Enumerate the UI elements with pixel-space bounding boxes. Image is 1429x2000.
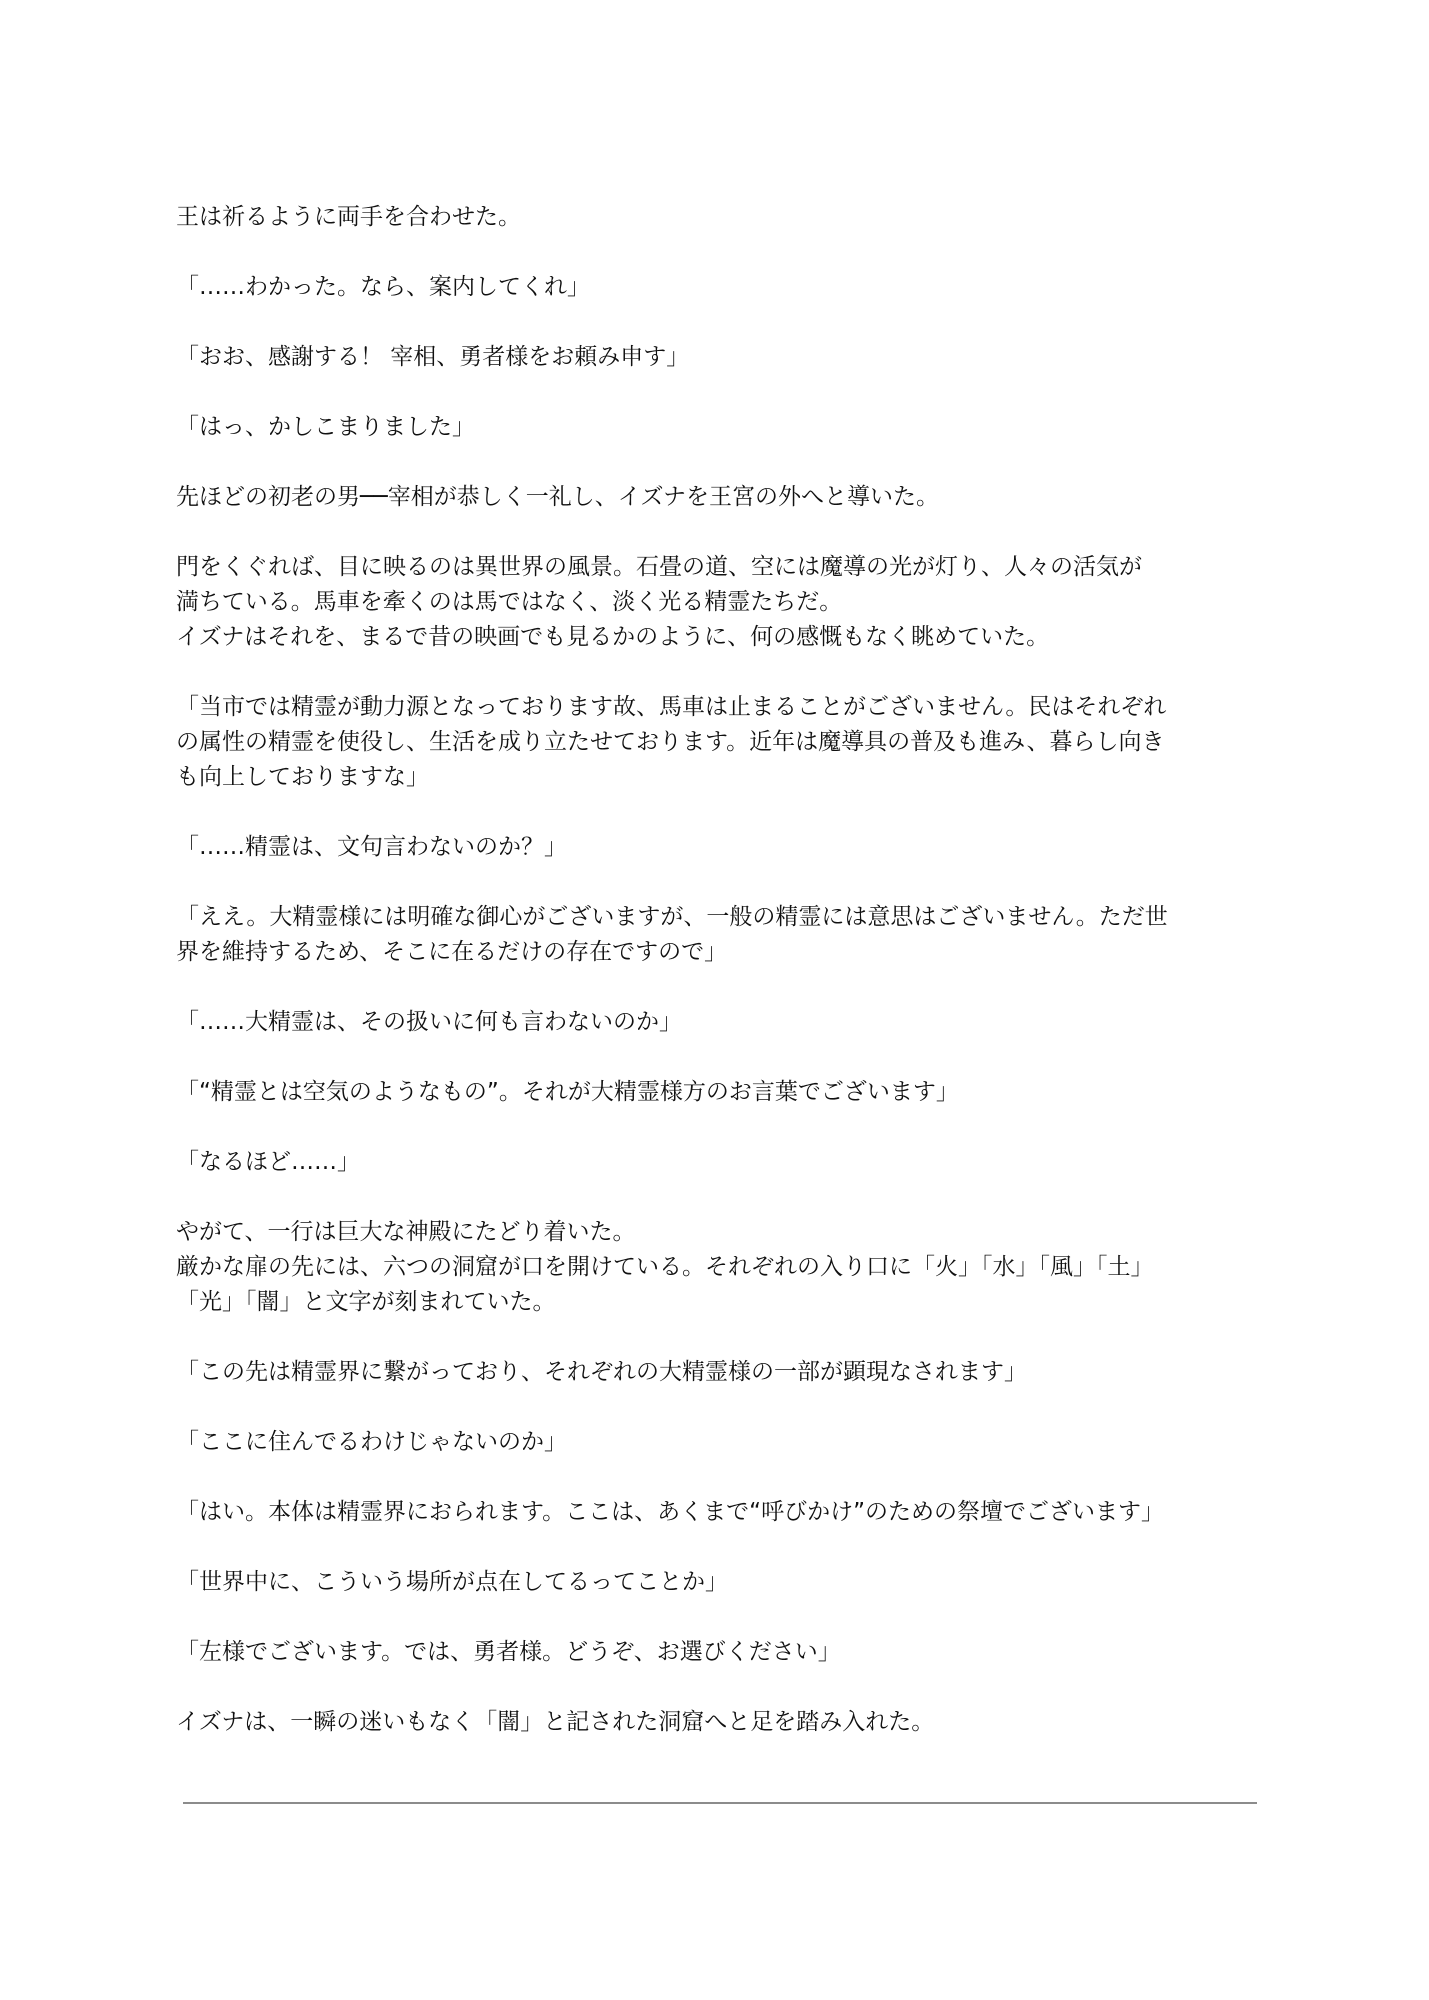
paragraph (176, 200, 1266, 235)
text-line: 「……大精霊は、その扱いに何も言わないのか」 (176, 1009, 682, 1035)
text-line: やがて、一行は巨大な神殿にたどり着いた。 (176, 1219, 636, 1245)
paragraph (176, 1355, 1266, 1390)
text-line: の属性の精霊を使役し、生活を成り立たせております。近年は魔導具の普及も進み、暮らし向き (176, 729, 1165, 755)
text-line: 「この先は精霊界に繋がっており、それぞれの大精霊様の一部が顕現なされます」 (176, 1359, 1027, 1385)
text-line: 「はっ、かしこまりました」 (176, 414, 475, 440)
text-line: も向上しておりますな」 (176, 764, 429, 790)
paragraph (176, 690, 1266, 795)
text-line: 「光」「闇」と文字が刻まれていた。 (176, 1289, 556, 1315)
paragraph (176, 270, 1266, 305)
text-line: 「はい。本体は精霊界におられます。ここは、あくまで“呼びかけ”のための祭壇でございます」 (176, 1499, 1164, 1525)
body-text (176, 200, 1266, 1775)
paragraph (176, 1705, 1266, 1740)
text-line: 界を維持するため、そこに在るだけの存在ですので」 (176, 939, 728, 965)
horizontal-divider (183, 1802, 1257, 1804)
text-line: 「世界中に、こういう場所が点在してるってことか」 (176, 1569, 728, 1595)
paragraph (176, 1635, 1266, 1670)
paragraph (176, 1565, 1266, 1600)
paragraph (176, 480, 1266, 515)
text-line: イズナはそれを、まるで昔の映画でも見るかのように、何の感慨もなく眺めていた。 (176, 624, 1050, 650)
text-line: 「なるほど……」 (176, 1149, 360, 1175)
paragraph (176, 550, 1266, 655)
paragraph (176, 1215, 1266, 1320)
text-line: イズナは、一瞬の迷いもなく「闇」と記された洞窟へと足を踏み入れた。 (176, 1709, 935, 1735)
text-line: 門をくぐれば、目に映るのは異世界の風景。石畳の道、空には魔導の光が灯り、人々の活気が (176, 554, 1142, 580)
text-line: 「左様でございます。では、勇者様。どうぞ、お選びください」 (176, 1639, 841, 1665)
paragraph (176, 1075, 1266, 1110)
paragraph (176, 900, 1266, 970)
text-line: 満ちている。馬車を牽くのは馬ではなく、淡く光る精霊たちだ。 (176, 589, 843, 615)
paragraph (176, 410, 1266, 445)
text-line: 「ええ。大精霊様には明確な御心がございますが、一般の精霊には意思はございません。ただ世 (176, 904, 1168, 930)
paragraph (176, 830, 1266, 865)
text-line: 厳かな扉の先には、六つの洞窟が口を開けている。それぞれの入り口に「火」「水」「風」「土」 (176, 1254, 1154, 1280)
text-line: 「……わかった。なら、案内してくれ」 (176, 274, 590, 300)
text-line: 「“精霊とは空気のようなもの”。それが大精霊様方のお言葉でございます」 (176, 1079, 959, 1105)
text-line: 「ここに住んでるわけじゃないのか」 (176, 1429, 567, 1455)
paragraph (176, 340, 1266, 375)
text-line: 王は祈るように両手を合わせた。 (176, 204, 521, 230)
paragraph (176, 1005, 1266, 1040)
paragraph (176, 1425, 1266, 1460)
text-line: 「当市では精霊が動力源となっております故、馬車は止まることがございません。民はそれぞれ (176, 694, 1167, 720)
paragraph (176, 1495, 1266, 1530)
text-line: 「……精霊は、文句言わないのか？」 (176, 834, 567, 860)
paragraph (176, 1145, 1266, 1180)
text-line: 先ほどの初老の男──宰相が恭しく一礼し、イズナを王宮の外へと導いた。 (176, 484, 940, 510)
text-line: 「おお、感謝する！ 宰相、勇者様をお頼み申す」 (176, 344, 690, 370)
